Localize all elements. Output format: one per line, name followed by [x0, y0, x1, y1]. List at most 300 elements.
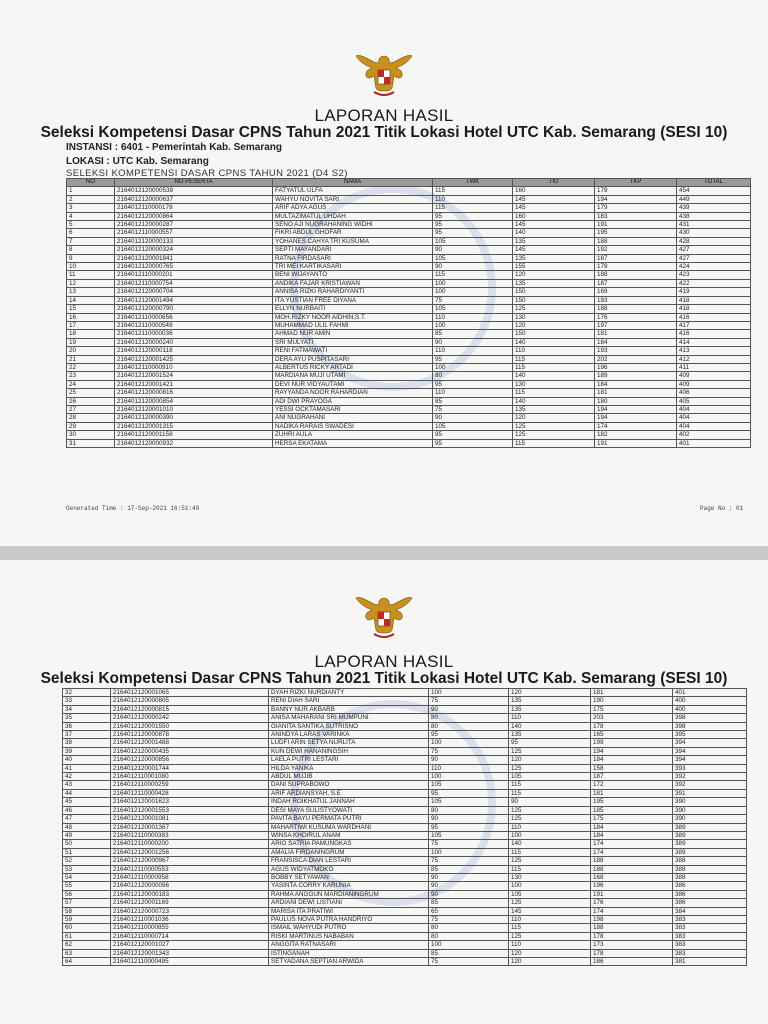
table-cell: 2164012120000723 — [111, 907, 269, 915]
table-cell: 2164012110000855 — [111, 924, 269, 932]
table-cell: 75 — [429, 915, 509, 923]
table-row — [67, 372, 751, 380]
table-row — [63, 941, 747, 949]
table-cell: 63 — [63, 949, 111, 957]
table-cell: 158 — [591, 764, 673, 772]
table-cell: 400 — [673, 697, 747, 705]
table-cell: 2164012110000714 — [111, 932, 269, 940]
table-cell: 59 — [63, 915, 111, 923]
table-cell: 95 — [433, 221, 513, 229]
table-cell: 409 — [677, 380, 751, 388]
table-cell: BENI WIJAYANTO — [273, 271, 433, 279]
table-cell: 90 — [429, 882, 509, 890]
column-header: TKP — [595, 179, 677, 187]
table-cell: 16 — [67, 313, 115, 321]
table-cell: 140 — [513, 338, 595, 346]
table-cell: 115 — [513, 439, 595, 447]
table-cell: RAYYANDA NOOR RAHARDIAN — [273, 389, 433, 397]
table-cell: 184 — [595, 380, 677, 388]
table-cell: 194 — [595, 195, 677, 203]
table-row — [63, 714, 747, 722]
table-cell: 135 — [509, 697, 591, 705]
table-row — [67, 195, 751, 203]
table-cell: 2164012110000428 — [111, 789, 269, 797]
column-header: NO PESERTA — [115, 179, 273, 187]
table-cell: 24 — [67, 380, 115, 388]
table-cell: 100 — [429, 773, 509, 781]
table-cell: 2164012120000287 — [115, 221, 273, 229]
table-cell: LAELA PUTRI LESTARI — [269, 756, 429, 764]
table-row — [63, 899, 747, 907]
table-row — [67, 296, 751, 304]
table-cell: AGUS WIDYATMOKO — [269, 865, 429, 873]
table-cell: 85 — [429, 899, 509, 907]
table-cell: 178 — [591, 949, 673, 957]
table-cell: 381 — [673, 958, 747, 966]
table-cell: DESI MAYA SULISTYOWATI — [269, 806, 429, 814]
table-cell: 2164012110000201 — [115, 271, 273, 279]
table-cell: ANINDYA LARAS VARINKA — [269, 731, 429, 739]
table-cell: 394 — [673, 747, 747, 755]
table-cell: 125 — [509, 857, 591, 865]
table-cell: 390 — [673, 806, 747, 814]
table-cell: 64 — [63, 958, 111, 966]
table-cell: 2164012120000932 — [115, 439, 273, 447]
table-cell: 85 — [429, 865, 509, 873]
table-row — [67, 380, 751, 388]
table-cell: 181 — [595, 389, 677, 397]
table-cell: GIANITA SANTIKA SUTRISNO — [269, 722, 429, 730]
table-cell: 4 — [67, 212, 115, 220]
table-cell: 402 — [677, 431, 751, 439]
table-cell: 115 — [513, 389, 595, 397]
table-row — [67, 229, 751, 237]
table-cell: 80 — [429, 924, 509, 932]
table-cell: 412 — [677, 355, 751, 363]
table-cell: 2164012120000704 — [115, 288, 273, 296]
table-cell: ANGGITA RATNASARI — [269, 941, 429, 949]
table-cell: 2164012120001065 — [111, 689, 269, 697]
table-row — [63, 840, 747, 848]
table-cell: 85 — [433, 330, 513, 338]
table-cell: ARIF ARDIANSYAH, S.E — [269, 789, 429, 797]
table-cell: HERSA EKATAMA — [273, 439, 433, 447]
table-cell: 18 — [67, 330, 115, 338]
table-row — [63, 873, 747, 881]
table-cell: 184 — [591, 756, 673, 764]
table-cell: 135 — [513, 405, 595, 413]
table-cell: 28 — [67, 414, 115, 422]
table-cell: 438 — [677, 212, 751, 220]
table-cell: YASINTA CORRY KARUNIA — [269, 882, 429, 890]
table-cell: BANNY NUR AKBARB — [269, 705, 429, 713]
table-row — [63, 915, 747, 923]
table-cell: 2164012120001081 — [111, 815, 269, 823]
table-cell: 2164012120001367 — [111, 823, 269, 831]
table-row — [67, 439, 751, 447]
table-cell: 160 — [513, 187, 595, 195]
table-cell: 32 — [63, 689, 111, 697]
table-cell: 2164012110000754 — [115, 279, 273, 287]
table-cell: LUDFI ARIN SETYA NURLITA — [269, 739, 429, 747]
table-cell: 23 — [67, 372, 115, 380]
table-row — [67, 263, 751, 271]
table-cell: HILDA YANIKA — [269, 764, 429, 772]
table-cell: 110 — [509, 823, 591, 831]
table-row — [67, 363, 751, 371]
table-cell: 5 — [67, 221, 115, 229]
table-cell: 422 — [677, 279, 751, 287]
table-cell: 85 — [429, 949, 509, 957]
table-cell: 65 — [429, 907, 509, 915]
table-cell: 31 — [67, 439, 115, 447]
table-cell: 2164012120000240 — [115, 338, 273, 346]
table-cell: 191 — [595, 439, 677, 447]
table-row — [63, 798, 747, 806]
table-cell: 130 — [509, 873, 591, 881]
table-cell: 125 — [509, 815, 591, 823]
table-cell: 25 — [67, 389, 115, 397]
table-cell: ARDIANI DEWI LISTIANI — [269, 899, 429, 907]
table-cell: 2164012110000036 — [115, 330, 273, 338]
table-cell: ARIO SATRIA PAMUNGKAS — [269, 840, 429, 848]
table-cell: 75 — [429, 857, 509, 865]
table-row — [63, 958, 747, 966]
table-cell: 90 — [433, 246, 513, 254]
table-cell: 7 — [67, 237, 115, 245]
table-cell: 2164012110000553 — [111, 865, 269, 873]
table-cell: MOH.RIZKY NOOR AIDHIN,S.T. — [273, 313, 433, 321]
table-cell: 100 — [429, 848, 509, 856]
table-cell: 178 — [591, 932, 673, 940]
table-cell: 120 — [509, 689, 591, 697]
table-cell: 416 — [677, 330, 751, 338]
table-cell: 39 — [63, 747, 111, 755]
table-cell: 57 — [63, 899, 111, 907]
table-cell: 3 — [67, 204, 115, 212]
table-cell: 430 — [677, 229, 751, 237]
table-row — [63, 747, 747, 755]
table-cell: 398 — [673, 714, 747, 722]
table-cell: 80 — [429, 714, 509, 722]
results-table-page-2 — [62, 688, 747, 966]
table-row — [63, 932, 747, 940]
table-cell: 80 — [429, 932, 509, 940]
table-cell: 2164012120000805 — [111, 697, 269, 705]
table-cell: 115 — [513, 355, 595, 363]
table-row — [63, 806, 747, 814]
table-cell: 2164012110000383 — [111, 831, 269, 839]
report-subtitle: Seleksi Kompetensi Dasar CPNS Tahun 2021 Titik Lokasi Hotel UTC Kab. Semarang (SESI 10) — [40, 670, 728, 687]
table-cell: 80 — [429, 806, 509, 814]
table-cell: 105 — [433, 305, 513, 313]
column-header: TWK — [433, 179, 513, 187]
table-cell: 95 — [433, 439, 513, 447]
table-cell: ZUHRI AULA — [273, 431, 433, 439]
table-cell: ARIF ADYA AGUS — [273, 204, 433, 212]
table-row — [67, 204, 751, 212]
table-cell: 160 — [513, 212, 595, 220]
table-cell: 195 — [591, 798, 673, 806]
table-cell: 140 — [509, 722, 591, 730]
table-cell: 75 — [429, 747, 509, 755]
table-cell: 140 — [509, 840, 591, 848]
table-cell: 409 — [677, 372, 751, 380]
table-cell: 80 — [429, 722, 509, 730]
table-cell: 168 — [591, 873, 673, 881]
table-row — [63, 689, 747, 697]
table-cell: SETYADANA SEPTIAN ARWIDA — [269, 958, 429, 966]
table-cell: KUN DEWI HANANINGSIH — [269, 747, 429, 755]
table-cell: 140 — [513, 229, 595, 237]
table-row — [67, 347, 751, 355]
table-cell: 130 — [513, 380, 595, 388]
table-cell: 424 — [677, 263, 751, 271]
table-cell: 2164012120000790 — [115, 305, 273, 313]
table-cell: 188 — [595, 237, 677, 245]
table-cell: 155 — [513, 263, 595, 271]
table-row — [63, 882, 747, 890]
table-cell: 383 — [673, 941, 747, 949]
page-number: Page No : 01 — [700, 505, 744, 512]
table-cell: 2164012120000878 — [111, 731, 269, 739]
table-cell: BOBBY SETYAWAN — [269, 873, 429, 881]
table-cell: 386 — [673, 882, 747, 890]
table-cell: 2164012120001256 — [111, 848, 269, 856]
table-row — [63, 831, 747, 839]
table-cell: 75 — [429, 697, 509, 705]
column-header: TIU — [513, 179, 595, 187]
table-cell: 2164012110001036 — [111, 915, 269, 923]
table-row — [67, 305, 751, 313]
table-cell: 2164012110000656 — [115, 313, 273, 321]
table-cell: 110 — [433, 195, 513, 203]
table-cell: SRI MULYATI — [273, 338, 433, 346]
table-cell: 413 — [677, 347, 751, 355]
table-cell: MAHARTIWI KUSUMA WARDHANI — [269, 823, 429, 831]
table-header-row — [67, 179, 751, 187]
table-cell: DEVI NUR VIDYAUTAMI — [273, 380, 433, 388]
table-cell: 36 — [63, 722, 111, 730]
table-cell: 2164012120000133 — [115, 237, 273, 245]
table-cell: 2164012120000390 — [115, 414, 273, 422]
table-cell: 2164012120000967 — [111, 857, 269, 865]
table-cell: 100 — [429, 689, 509, 697]
table-cell: 49 — [63, 831, 111, 839]
table-cell: 150 — [513, 296, 595, 304]
table-cell: INDAH ROIKHATUL JANNAH — [269, 798, 429, 806]
table-cell: 188 — [595, 271, 677, 279]
table-cell: 449 — [677, 195, 751, 203]
table-cell: 130 — [513, 313, 595, 321]
table-cell: 194 — [595, 414, 677, 422]
table-cell: 2164012120001623 — [111, 798, 269, 806]
table-cell: ANDIKA FAJAR KRISTIAWAN — [273, 279, 433, 287]
table-cell: 120 — [509, 958, 591, 966]
table-cell: 140 — [513, 372, 595, 380]
table-cell: MARDIANA MUJI UTAMI — [273, 372, 433, 380]
table-cell: 188 — [595, 305, 677, 313]
table-row — [67, 431, 751, 439]
table-cell: 181 — [591, 789, 673, 797]
table-cell: 135 — [513, 254, 595, 262]
table-cell: 414 — [677, 338, 751, 346]
table-cell: 2164012120001010 — [115, 405, 273, 413]
table-cell: 386 — [673, 890, 747, 898]
table-cell: 61 — [63, 932, 111, 940]
table-cell: 90 — [433, 414, 513, 422]
table-cell: 388 — [673, 873, 747, 881]
table-cell: 52 — [63, 857, 111, 865]
table-cell: 100 — [433, 288, 513, 296]
table-cell: 391 — [673, 789, 747, 797]
table-cell: 95 — [433, 229, 513, 237]
table-cell: 2 — [67, 195, 115, 203]
table-cell: RENI DIAH SARI — [269, 697, 429, 705]
table-cell: 190 — [591, 697, 673, 705]
table-cell: ALBERTUS RICKY ARTADI — [273, 363, 433, 371]
table-cell: 175 — [591, 705, 673, 713]
table-cell: RISKI MARTINUS NABABAN — [269, 932, 429, 940]
table-cell: 187 — [591, 773, 673, 781]
table-row — [67, 187, 751, 195]
table-row — [67, 414, 751, 422]
table-cell: 105 — [509, 890, 591, 898]
table-cell: 411 — [677, 363, 751, 371]
table-cell: 47 — [63, 815, 111, 823]
table-cell: 13 — [67, 288, 115, 296]
table-cell: 2164012120001744 — [111, 764, 269, 772]
table-cell: 401 — [673, 689, 747, 697]
table-cell: 179 — [595, 263, 677, 271]
table-cell: 2164012120000816 — [115, 389, 273, 397]
table-cell: ISTINGANAH — [269, 949, 429, 957]
table-cell: 95 — [509, 739, 591, 747]
table-row — [67, 254, 751, 262]
table-cell: 2164012120001343 — [111, 949, 269, 957]
table-cell: 105 — [429, 781, 509, 789]
table-row — [63, 705, 747, 713]
table-cell: 184 — [591, 831, 673, 839]
table-cell: 110 — [509, 941, 591, 949]
table-cell: 125 — [509, 806, 591, 814]
table-cell: 388 — [673, 865, 747, 873]
table-cell: 125 — [513, 422, 595, 430]
table-cell: 110 — [433, 389, 513, 397]
table-cell: 125 — [513, 431, 595, 439]
table-cell: 174 — [591, 907, 673, 915]
table-cell: 10 — [67, 263, 115, 271]
table-cell: 95 — [433, 355, 513, 363]
table-cell: 44 — [63, 789, 111, 797]
table-row — [63, 789, 747, 797]
table-cell: 95 — [429, 789, 509, 797]
table-cell: 43 — [63, 781, 111, 789]
table-cell: 431 — [677, 221, 751, 229]
table-cell: 193 — [595, 347, 677, 355]
table-cell: 150 — [513, 288, 595, 296]
table-cell: 390 — [673, 815, 747, 823]
table-cell: 90 — [429, 890, 509, 898]
table-cell: 2164012120001524 — [115, 372, 273, 380]
table-cell: 140 — [513, 397, 595, 405]
table-cell: 46 — [63, 806, 111, 814]
table-cell: 2164012120000118 — [115, 347, 273, 355]
table-row — [67, 338, 751, 346]
table-row — [63, 739, 747, 747]
table-cell: 173 — [591, 941, 673, 949]
table-cell: 389 — [673, 840, 747, 848]
column-header: NAMA — [273, 179, 433, 187]
table-cell: 184 — [595, 338, 677, 346]
table-cell: 2164012110000958 — [111, 873, 269, 881]
table-cell: 40 — [63, 756, 111, 764]
table-cell: 95 — [433, 380, 513, 388]
table-cell: 8 — [67, 246, 115, 254]
table-cell: 196 — [595, 363, 677, 371]
table-cell: 105 — [429, 831, 509, 839]
table-cell: FATYATUL ULFA — [273, 187, 433, 195]
lokasi-label: LOKASI : UTC Kab. Semarang — [66, 156, 209, 167]
table-cell: 100 — [433, 279, 513, 287]
table-cell: 100 — [433, 321, 513, 329]
table-cell: 51 — [63, 848, 111, 856]
table-cell: PAVITA BAYU PERMATA PUTRI — [269, 815, 429, 823]
table-cell: 169 — [595, 288, 677, 296]
garuda-emblem-icon — [354, 590, 414, 642]
table-cell: 2164012120000864 — [115, 212, 273, 220]
table-cell: 85 — [433, 397, 513, 405]
table-cell: 2164012120000435 — [111, 747, 269, 755]
table-cell: 386 — [673, 899, 747, 907]
table-cell: 95 — [433, 431, 513, 439]
table-cell: 191 — [591, 890, 673, 898]
table-cell: 383 — [673, 915, 747, 923]
table-cell: WINSA KHOIRUL ANAM — [269, 831, 429, 839]
table-cell: 194 — [595, 405, 677, 413]
table-row — [63, 890, 747, 898]
table-cell: 383 — [673, 924, 747, 932]
table-cell: 125 — [509, 747, 591, 755]
table-cell: 176 — [595, 313, 677, 321]
table-cell: 400 — [673, 705, 747, 713]
table-cell: 165 — [591, 731, 673, 739]
table-cell: 110 — [429, 764, 509, 772]
table-cell: 110 — [513, 347, 595, 355]
table-cell: 105 — [433, 422, 513, 430]
table-cell: 115 — [509, 848, 591, 856]
table-cell: 115 — [433, 204, 513, 212]
table-cell: 188 — [591, 857, 673, 865]
table-cell: 15 — [67, 305, 115, 313]
table-row — [63, 722, 747, 730]
table-cell: 105 — [429, 798, 509, 806]
table-row — [63, 731, 747, 739]
table-cell: 2164012120001169 — [111, 899, 269, 907]
table-cell: 2164012110000495 — [111, 958, 269, 966]
table-cell: 100 — [429, 739, 509, 747]
table-cell: 135 — [513, 279, 595, 287]
table-cell: 427 — [677, 246, 751, 254]
table-cell: 90 — [429, 873, 509, 881]
table-cell: 50 — [63, 840, 111, 848]
table-cell: 115 — [509, 781, 591, 789]
table-cell: 394 — [673, 739, 747, 747]
table-cell: 203 — [591, 714, 673, 722]
table-cell: 395 — [673, 731, 747, 739]
table-cell: 384 — [673, 907, 747, 915]
table-cell: 178 — [591, 722, 673, 730]
